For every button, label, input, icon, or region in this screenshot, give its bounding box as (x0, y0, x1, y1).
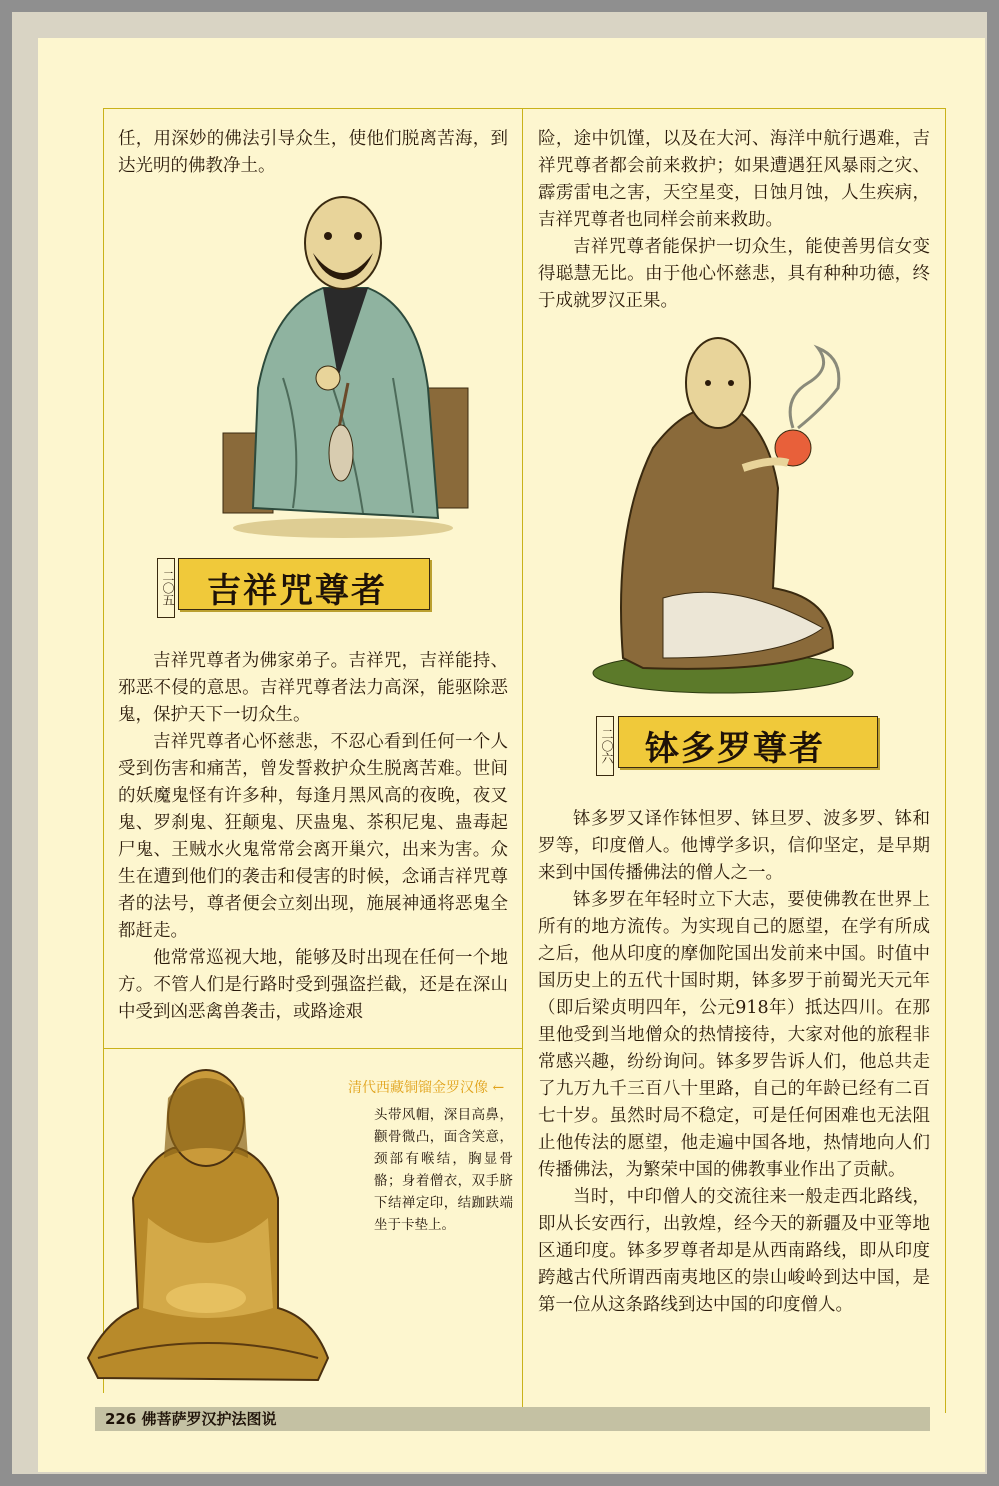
section-title-205: 吉祥咒尊者 (207, 571, 387, 611)
conclusion-paragraph: 吉祥咒尊者能保护一切众生，能使善男信女变得聪慧无比。由于他心怀慈悲，具有种种功德，终于成就罗汉正果。 (538, 237, 930, 311)
section-number-206: 二〇六 (596, 716, 614, 776)
paragraph-4: 钵多罗又译作钵怛罗、钵旦罗、波多罗、钵和罗等，印度僧人。他博学多识，信仰坚定，是早期来到中国传播佛法的僧人之一。 (538, 809, 930, 883)
arhat-holding-incense-burner-illustration (583, 328, 873, 698)
right-border-rule (945, 108, 946, 1413)
paragraph-1: 吉祥咒尊者为佛家弟子。吉祥咒，吉祥能持、邪恶不侵的意思。吉祥咒尊者法力高深，能驱除恶鬼，保护天下一切众生。 (118, 651, 508, 725)
right-top-text (538, 126, 930, 315)
page-footer: 226 佛菩萨罗汉护法图说 (95, 1407, 930, 1431)
title-banner-205 (178, 558, 430, 610)
statue-caption (348, 1078, 513, 1236)
paragraph-3: 他常常巡视大地，能够及时出现在任何一个地方。不管人们是行路时受到强盗拦截，还是在深山中受到凶恶禽兽袭击，或路途艰 (118, 948, 508, 1022)
seated-arhat-green-robe-illustration (213, 178, 473, 543)
paragraph-2: 吉祥咒尊者心怀慈悲，不忍心看到任何一个人受到伤害和痛苦，曾发誓救护众生脱离苦难。世间的妖魔鬼怪有许多种，每逢月黑风高的夜晚，夜叉鬼、罗刹鬼、狂颠鬼、厌蛊鬼、茶积尼鬼、蛊毒起尸鬼、王贼水火鬼常常会离开巢穴，出来为害。众生在遭到他们的袭击和侵害的时候，念诵吉祥咒尊者的法号，尊者便会立刻出现，施展神通将恶鬼全都赶走。 (118, 732, 508, 941)
gilt-bronze-arhat-statue-photo (78, 1058, 338, 1388)
section-number-205: 二〇五 (157, 558, 175, 618)
continued-paragraph: 险，途中饥馑，以及在大河、海洋中航行遇难，吉祥咒尊者都会前来救护；如果遭遇狂风暴雨之灾、霹雳雷电之害，天空星变，日蚀月蚀，人生疾病，吉祥咒尊者也同样会前来救助。 (538, 129, 930, 230)
paragraph-6: 当时，中印僧人的交流往来一般走西北路线，即从长安西行，出敦煌，经今天的新疆及中亚等地区通印度。钵多罗尊者却是从西南路线，即从印度跨越古代所谓西南夷地区的崇山峻岭到达中国，是第一位从这条路线到达中国的印度僧人。 (538, 1187, 930, 1315)
caption-title: 清代西藏铜镏金罗汉像 ← (348, 1080, 505, 1096)
top-border-rule-right (522, 108, 945, 109)
left-body-text (118, 648, 508, 1026)
top-border-rule-left (103, 108, 522, 109)
figure-separator-rule (103, 1048, 522, 1049)
intro-paragraph: 任，用深妙的佛法引导众生，使他们脱离苦海，到达光明的佛教净土。 (118, 129, 508, 176)
section-title-206: 钵多罗尊者 (645, 729, 825, 769)
right-body-text (538, 806, 930, 1319)
caption-body: 头带风帽，深目高鼻，颧骨微凸，面含笑意，颈部有喉结，胸显骨骼；身着僧衣，双手脐下结禅定印，结跏趺端坐于卡垫上。 (374, 1107, 513, 1233)
title-banner-206 (618, 716, 878, 768)
left-intro-text (118, 126, 508, 180)
book-page (38, 38, 985, 1472)
column-divider (522, 108, 523, 1413)
page-frame (12, 12, 987, 1474)
paragraph-5: 钵多罗在年轻时立下大志，要使佛教在世界上所有的地方流传。为实现自己的愿望，在学有所成之后，他从印度的摩伽陀国出发前来中国。时值中国历史上的五代十国时期，钵多罗于前蜀光天元年（即后梁贞明四年，公元918年）抵达四川。在那里他受到当地僧众的热情接待，大家对他的旅程非常感兴趣，纷纷询问。钵多罗告诉人们，他总共走了九万九千三百八十里路，自己的年龄已经有二百七十岁。虽然时局不稳定，可是任何困难也无法阻止他传法的愿望，他走遍中国各地，热情地向人们传播佛法，为繁荣中国的佛教事业作出了贡献。 (538, 890, 930, 1180)
